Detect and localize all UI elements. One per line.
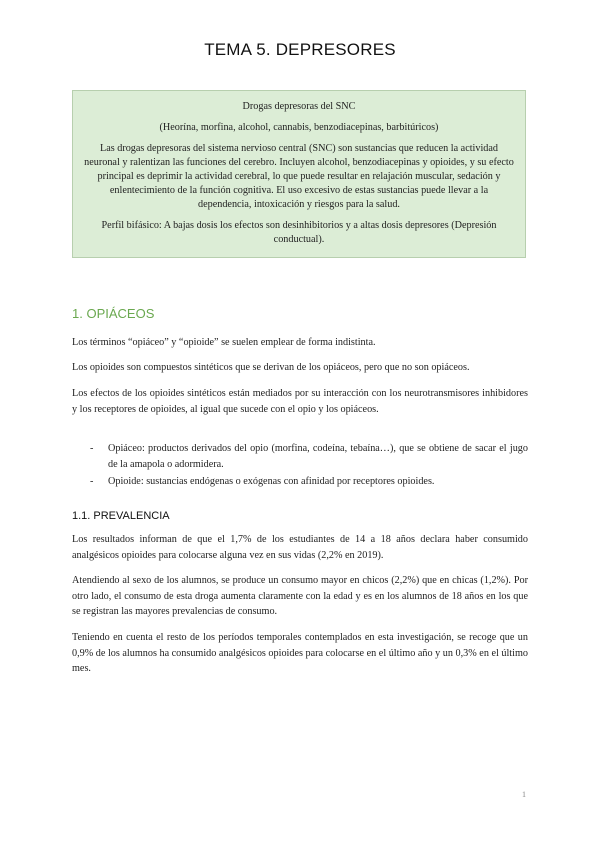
- list-bullet: -: [90, 443, 94, 454]
- page-number: 1: [522, 790, 526, 799]
- definition-list: [90, 441, 528, 490]
- list-item-text: Opiáceo: productos derivados del opio (morfina, codeína, tebaína…), que se obtiene de sacar el jugo de la amapola o adormidera.: [108, 443, 528, 470]
- list-item-text: Opioide: sustancias endógenas o exógenas con afinidad por receptores opioides.: [108, 476, 435, 487]
- summary-biphasic: Perfil bifásico: A bajas dosis los efectos son desinhibitorios y a altas dosis depresores (Depresión conductual).: [101, 220, 497, 245]
- summary-examples: (Heorína, morfina, alcohol, cannabis, benzodiacepinas, barbitúricos): [159, 122, 439, 133]
- page-title: TEMA 5. DEPRESORES: [204, 40, 396, 59]
- summary-box: [72, 90, 526, 258]
- list-item: [90, 474, 528, 490]
- paragraph: Teniendo en cuenta el resto de los períodos temporales contemplados en esta investigación, se recoge que un 0,9% de los alumnos ha consumido analgésicos opioides para colocarse en el último año y un 0,3% en el último mes.: [72, 632, 528, 674]
- list-item: [90, 441, 528, 472]
- list-bullet: -: [90, 476, 94, 487]
- summary-heading: Drogas depresoras del SNC: [242, 101, 356, 112]
- summary-description: Las drogas depresoras del sistema nervioso central (SNC) son sustancias que reducen la actividad neuronal y ralentizan las funciones del cerebro. Incluyen alcohol, benzodiacepinas y opioides, y su efecto principal es deprimir la actividad cerebral, lo que puede resultar en relajación muscular, sedación y enlentecimiento de la función cognitiva. El uso excesivo de estas sustancias puede llevar a la dependencia, intoxicación y riesgos para la salud.: [84, 143, 514, 210]
- paragraph: Los efectos de los opioides sintéticos están mediados por su interacción con los neurotransmisores inhibidores y los receptores de opioides, al igual que sucede con el opio y los opiáceos.: [72, 388, 528, 415]
- section-heading-opiaceos: 1. OPIÁCEOS: [72, 306, 155, 321]
- paragraph: Los términos “opiáceo” y “opioide” se suelen emplear de forma indistinta.: [72, 337, 376, 348]
- paragraph: Los resultados informan de que el 1,7% de los estudiantes de 14 a 18 años declara haber consumido analgésicos opioides para colocarse alguna vez en sus vidas (2,2% en 2019).: [72, 534, 528, 561]
- paragraph: Atendiendo al sexo de los alumnos, se produce un consumo mayor en chicos (2,2%) que en chicas (1,2%). Por otro lado, el consumo de esta droga aumenta claramente con la edad y es en los alumnos de 18 años en los que se registran las mayores prevalencias de consumo.: [72, 575, 528, 617]
- subsection-heading-prevalencia: 1.1. PREVALENCIA: [72, 510, 170, 522]
- paragraph: Los opioides son compuestos sintéticos que se derivan de los opiáceos, pero que no son opiáceos.: [72, 362, 470, 373]
